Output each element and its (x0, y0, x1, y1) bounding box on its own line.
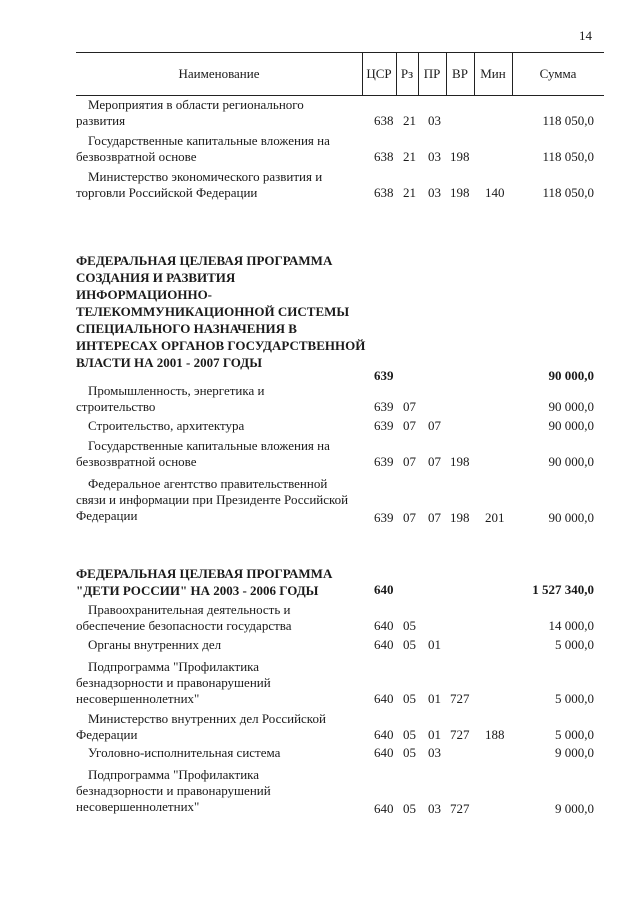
row-csr: 639 (374, 418, 394, 433)
row-vr: 727 (450, 691, 470, 706)
row-sum: 90 000,0 (548, 454, 594, 469)
row-pr: 07 (428, 418, 441, 433)
row-csr: 640 (374, 691, 394, 706)
row-name: Промышленность, энергетика и строительство (76, 383, 265, 414)
row-name: Государственные капитальные вложения на безвозвратной основе (76, 438, 330, 469)
header-pr: ПР (423, 66, 441, 81)
row-pr: 01 (428, 691, 441, 706)
row-vr: 198 (450, 149, 470, 164)
header-csr: ЦСР (366, 66, 392, 81)
row-sum: 9 000,0 (555, 745, 594, 760)
header-rz: Рз (400, 66, 414, 81)
row-sum: 9 000,0 (555, 801, 594, 816)
row-sum: 1 527 340,0 (532, 582, 594, 597)
header-vr: ВР (452, 66, 468, 81)
row-pr: 03 (428, 745, 441, 760)
row-name: Уголовно-исполнительная система (88, 745, 281, 760)
row-rz: 07 (403, 510, 416, 525)
row-vr: 198 (450, 454, 470, 469)
table-header (76, 52, 604, 96)
row-sum: 5 000,0 (555, 637, 594, 652)
row-pr: 01 (428, 637, 441, 652)
row-rz: 21 (403, 113, 416, 128)
row-sum: 14 000,0 (548, 618, 594, 633)
row-rz: 05 (403, 637, 416, 652)
row-name: Министерство экономического развития и торговли Российской Федерации (76, 169, 323, 200)
row-csr: 640 (374, 637, 394, 652)
row-rz: 21 (403, 185, 416, 200)
row-name: Министерство внутренних дел Российской Федерации (76, 711, 326, 742)
row-min: 140 (485, 185, 505, 200)
row-csr: 640 (374, 618, 394, 633)
row-pr: 03 (428, 149, 441, 164)
row-name: Мероприятия в области регионального развития (76, 97, 304, 128)
row-rz: 21 (403, 149, 416, 164)
row-csr: 639 (374, 399, 394, 414)
row-csr: 639 (374, 510, 394, 525)
row-vr: 727 (450, 801, 470, 816)
row-sum: 90 000,0 (548, 510, 594, 525)
row-name: Строительство, архитектура (88, 418, 245, 433)
row-min: 201 (485, 510, 505, 525)
row-rz: 05 (403, 618, 416, 633)
row-pr: 01 (428, 727, 441, 742)
row-sum: 118 050,0 (542, 113, 594, 128)
row-csr: 640 (374, 745, 394, 760)
row-rz: 05 (403, 727, 416, 742)
row-name: Подпрограмма "Профилактика безнадзорности и правонарушений несовершеннолетних" (76, 767, 271, 814)
section-title: ФЕДЕРАЛЬНАЯ ЦЕЛЕВАЯ ПРОГРАММА "ДЕТИ РОССИИ" НА 2003 - 2006 ГОДЫ (76, 566, 333, 598)
row-csr: 639 (374, 454, 394, 469)
row-sum: 90 000,0 (548, 399, 594, 414)
row-csr: 638 (374, 185, 394, 200)
row-pr: 07 (428, 454, 441, 469)
row-rz: 07 (403, 399, 416, 414)
row-name: Государственные капитальные вложения на безвозвратной основе (76, 133, 330, 164)
row-name: Органы внутренних дел (88, 637, 222, 652)
row-csr: 640 (374, 582, 394, 597)
row-name: Федеральное агентство правительственной связи и информации при Президенте Российской Федерации (76, 476, 349, 523)
header-min: Мин (480, 66, 506, 81)
row-sum: 90 000,0 (548, 368, 594, 383)
row-sum: 118 050,0 (542, 185, 594, 200)
row-pr: 03 (428, 801, 441, 816)
row-vr: 727 (450, 727, 470, 742)
row-pr: 07 (428, 510, 441, 525)
row-rz: 05 (403, 801, 416, 816)
row-vr: 198 (450, 185, 470, 200)
row-rz: 05 (403, 745, 416, 760)
row-csr: 640 (374, 727, 394, 742)
row-sum: 90 000,0 (548, 418, 594, 433)
row-vr: 198 (450, 510, 470, 525)
section-title: ФЕДЕРАЛЬНАЯ ЦЕЛЕВАЯ ПРОГРАММА СОЗДАНИЯ И РАЗВИТИЯ ИНФОРМАЦИОННО-ТЕЛЕКОММУНИКАЦИОННОЙ СИСТЕМЫ СПЕЦИАЛЬНОГО НАЗНАЧЕНИЯ В ИНТЕРЕСАХ ОРГАНОВ ГОСУДАРСТВЕННОЙ ВЛАСТИ НА 2001 - 2007 ГОДЫ (76, 253, 366, 370)
row-min: 188 (485, 727, 505, 742)
row-csr: 640 (374, 801, 394, 816)
row-sum: 5 000,0 (555, 727, 594, 742)
header-name: Наименование (178, 66, 260, 81)
row-sum: 118 050,0 (542, 149, 594, 164)
row-rz: 05 (403, 691, 416, 706)
row-csr: 638 (374, 113, 394, 128)
row-rz: 07 (403, 454, 416, 469)
row-pr: 03 (428, 113, 441, 128)
row-name: Подпрограмма "Профилактика безнадзорности и правонарушений несовершеннолетних" (76, 659, 271, 706)
row-pr: 03 (428, 185, 441, 200)
header-sum: Сумма (539, 66, 577, 81)
page-number: 14 (579, 28, 592, 43)
row-rz: 07 (403, 418, 416, 433)
row-csr: 638 (374, 149, 394, 164)
row-csr: 639 (374, 368, 394, 383)
row-sum: 5 000,0 (555, 691, 594, 706)
row-name: Правоохранительная деятельность и обеспечение безопасности государства (76, 602, 292, 633)
